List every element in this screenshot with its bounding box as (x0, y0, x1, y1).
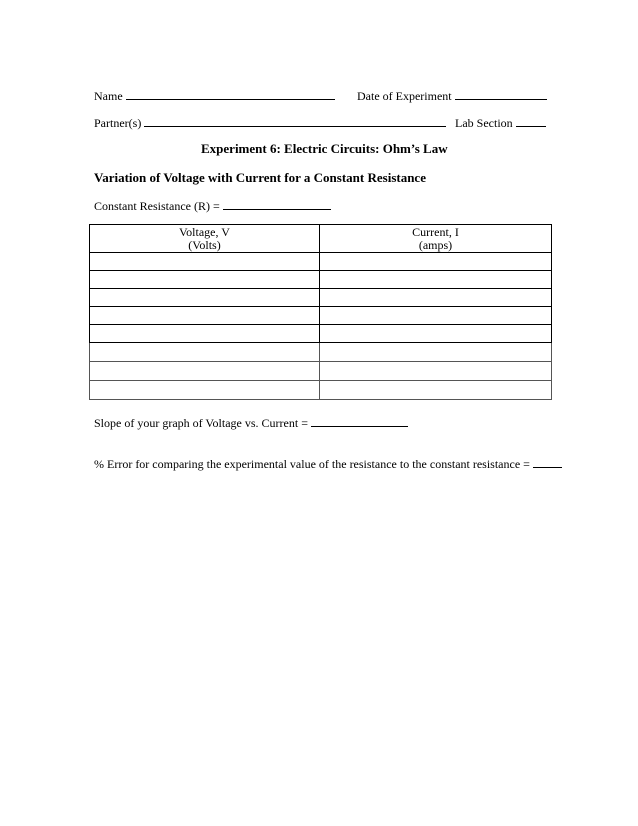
date-blank[interactable] (455, 99, 547, 100)
error-blank[interactable] (533, 467, 562, 468)
constant-resistance-row (94, 199, 331, 214)
current-cell[interactable] (320, 362, 552, 381)
error-label: % Error for comparing the experimental value of the resistance to the constant resistance = (94, 457, 530, 471)
slope-blank[interactable] (311, 426, 408, 427)
constant-resistance-label: Constant Resistance (R) = (94, 199, 220, 213)
voltage-cell[interactable] (90, 381, 320, 400)
current-cell[interactable] (320, 343, 552, 362)
current-cell[interactable] (320, 307, 552, 325)
lab-section-field-row (455, 116, 546, 131)
name-blank[interactable] (126, 99, 335, 100)
table-row (90, 325, 552, 343)
voltage-cell[interactable] (90, 307, 320, 325)
voltage-cell[interactable] (90, 362, 320, 381)
current-column-header (320, 225, 552, 253)
table-row (90, 307, 552, 325)
current-header-line2: (amps) (418, 238, 453, 252)
current-cell[interactable] (320, 271, 552, 289)
name-label: Name (94, 89, 123, 103)
slope-label: Slope of your graph of Voltage vs. Current = (94, 416, 308, 430)
voltage-cell[interactable] (90, 325, 320, 343)
date-field-row (357, 89, 547, 104)
partners-blank[interactable] (144, 126, 446, 127)
table-row (90, 289, 552, 307)
current-cell[interactable] (320, 381, 552, 400)
voltage-cell[interactable] (90, 343, 320, 362)
current-cell[interactable] (320, 325, 552, 343)
table-row (90, 253, 552, 271)
table-row (90, 381, 552, 400)
section-title: Variation of Voltage with Current for a Constant Resistance (94, 170, 426, 185)
table-row (90, 362, 552, 381)
name-field-row (94, 89, 335, 104)
table-header-row (90, 225, 552, 253)
constant-resistance-blank[interactable] (223, 209, 331, 210)
voltage-cell[interactable] (90, 271, 320, 289)
slope-row (94, 416, 408, 431)
partners-label: Partner(s) (94, 116, 142, 130)
data-table (89, 224, 552, 400)
date-label: Date of Experiment (357, 89, 452, 103)
experiment-title: Experiment 6: Electric Circuits: Ohm’s Law (201, 141, 448, 156)
voltage-cell[interactable] (90, 253, 320, 271)
voltage-header-line2: (Volts) (188, 238, 221, 252)
current-cell[interactable] (320, 253, 552, 271)
voltage-cell[interactable] (90, 289, 320, 307)
error-row (94, 457, 562, 472)
voltage-header-line1: Voltage, V (179, 225, 230, 239)
voltage-column-header (90, 225, 320, 253)
partners-field-row (94, 116, 446, 131)
table-row (90, 271, 552, 289)
table-row (90, 343, 552, 362)
lab-section-blank[interactable] (516, 126, 546, 127)
lab-section-label: Lab Section (455, 116, 513, 130)
current-header-line1: Current, I (412, 225, 459, 239)
current-cell[interactable] (320, 289, 552, 307)
